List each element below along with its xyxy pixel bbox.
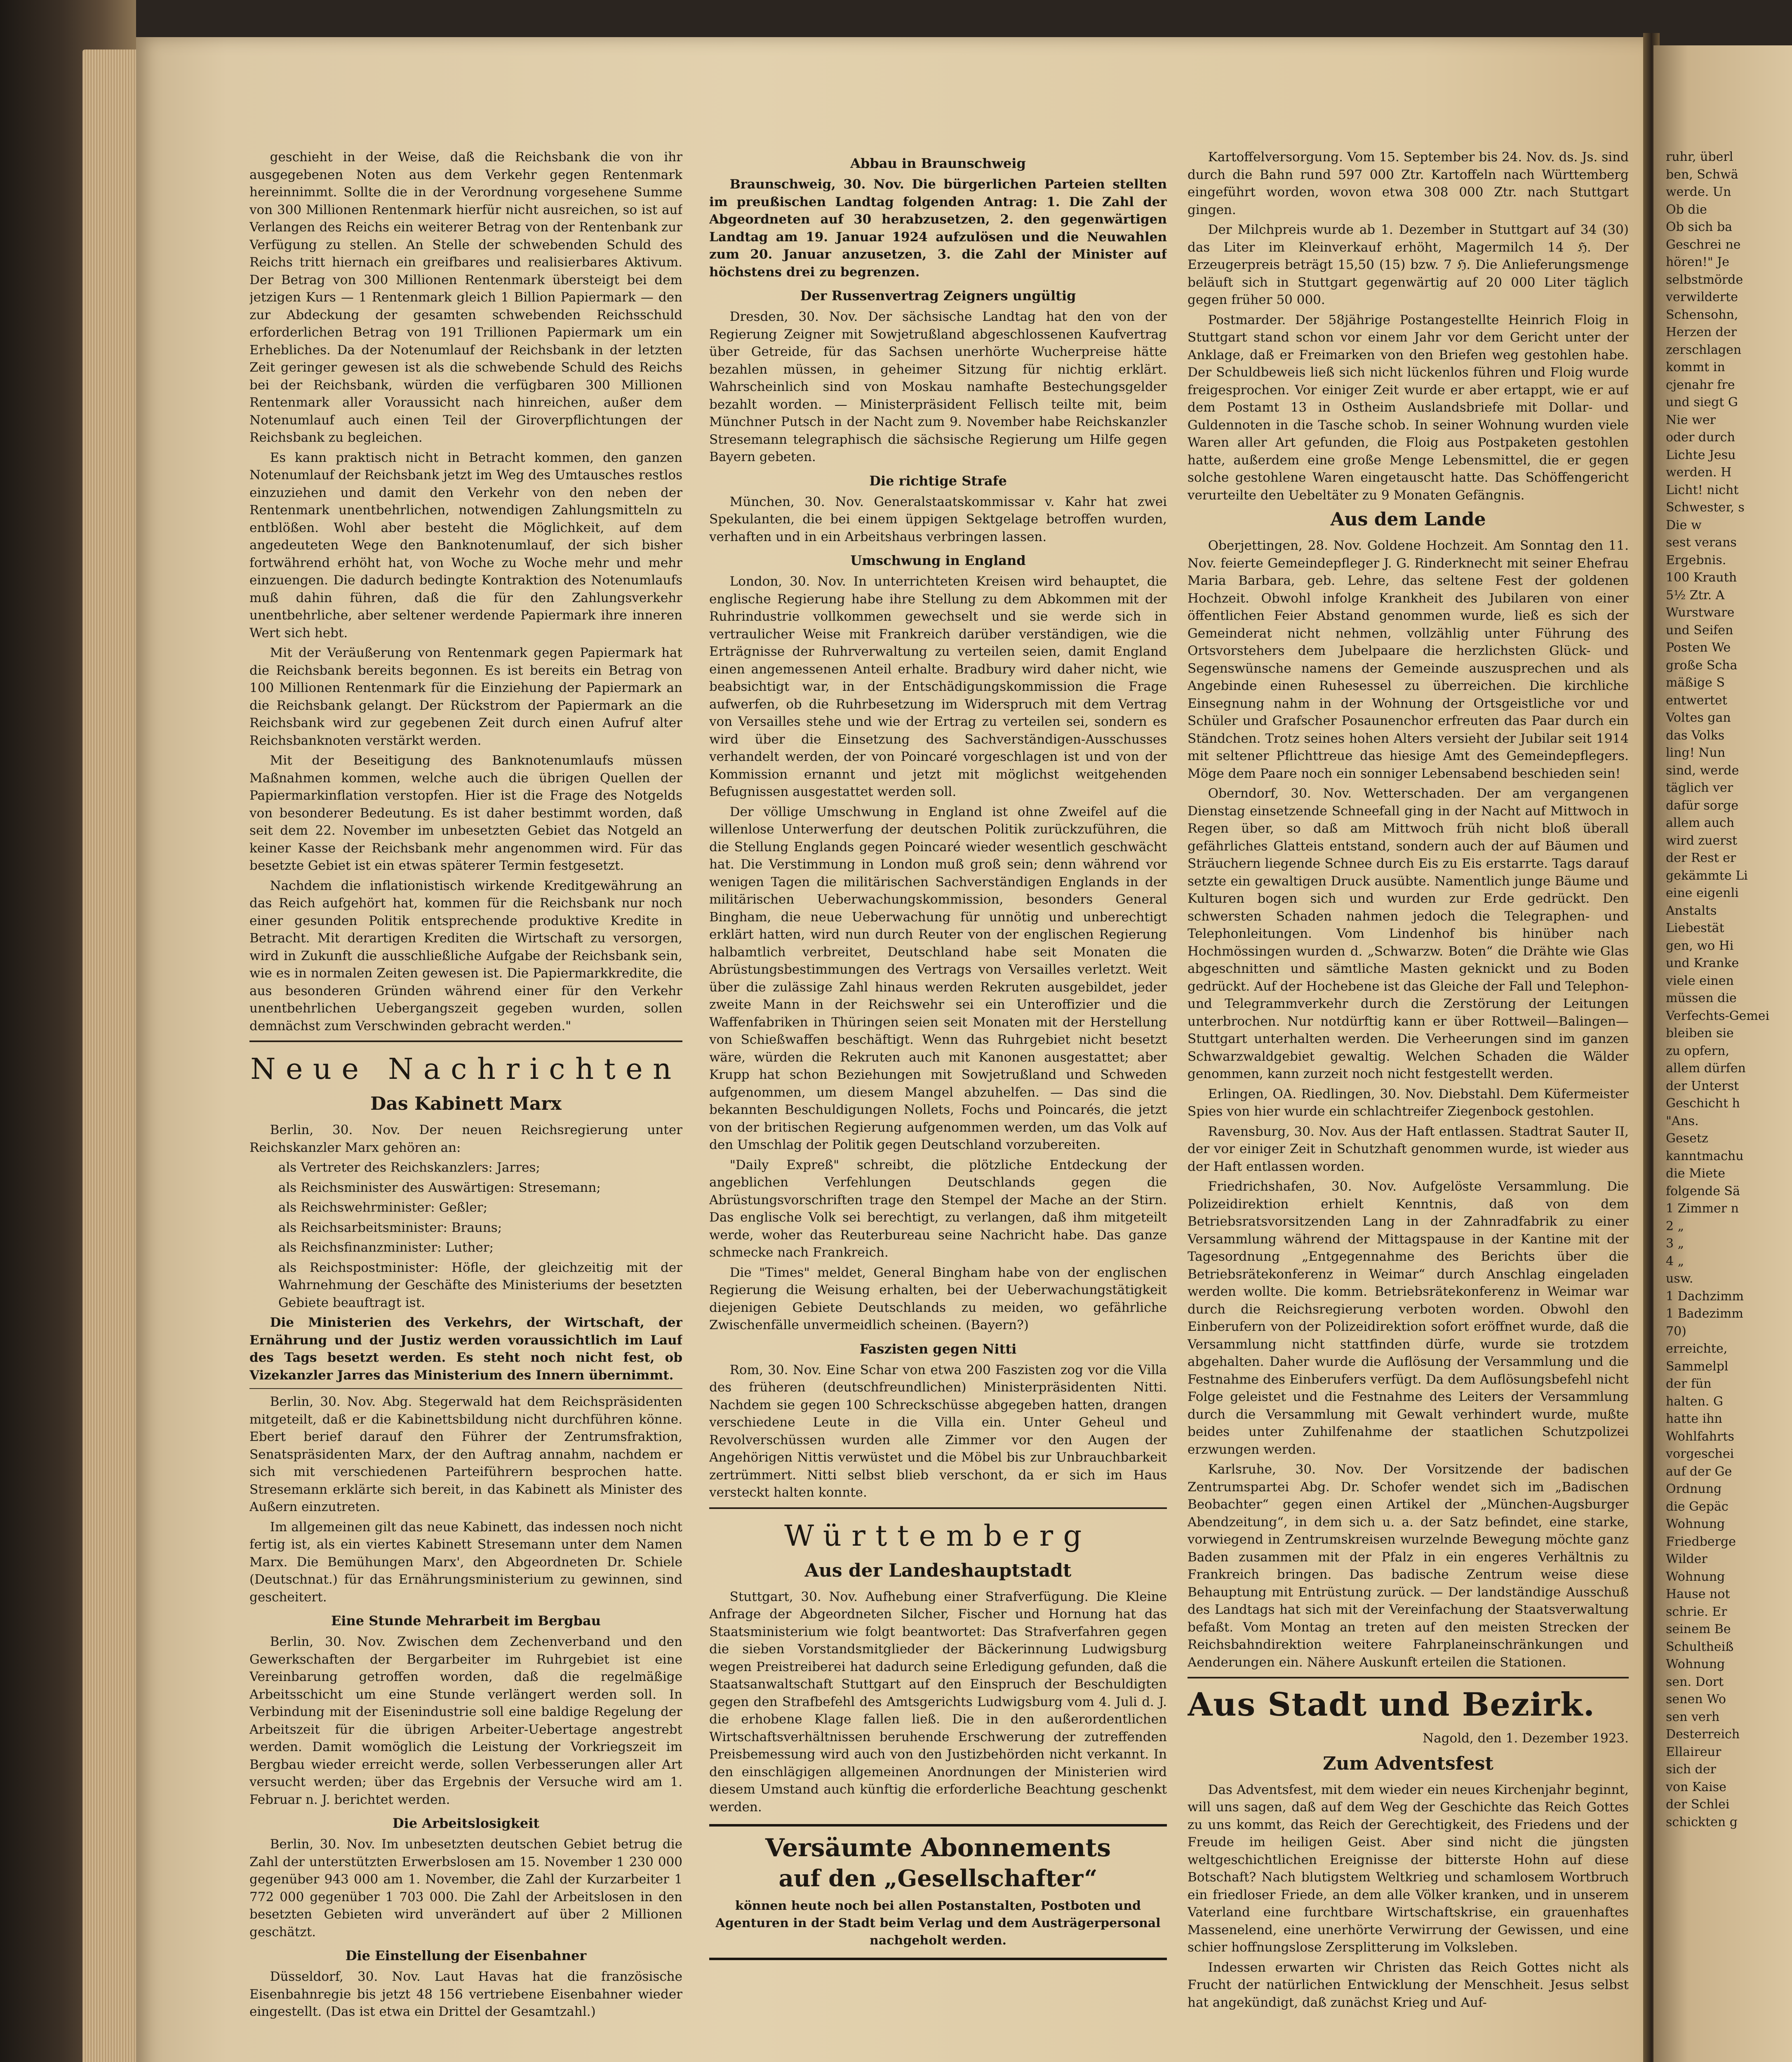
facing-page-line: Ob sich ba — [1666, 220, 1733, 234]
facing-page-line: Wohnung — [1666, 1517, 1725, 1531]
minister-list-item: als Reichsfinanzminister: Luther; — [278, 1240, 494, 1255]
article-paragraph: Indessen erwarten wir Christen das Reich Gottes nicht als Frucht der natürlichen Entwicklung der Menschheit. Jesus selbst hat angekündigt, daß zunächst Krieg und Auf- — [1188, 1960, 1629, 2010]
facing-page-line: 1 Zimmer n — [1666, 1201, 1739, 1216]
article-paragraph: Berlin, 30. Nov. Der neuen Reichsregierung unter Reichskanzler Marx gehören an: — [249, 1123, 682, 1155]
headline-strafe: Die richtige Strafe — [869, 473, 1007, 489]
section-title-neue-nachrichten: Neue Nachrichten — [250, 1052, 682, 1086]
facing-page-line: der Unterst — [1666, 1078, 1739, 1093]
article-paragraph: Oberndorf, 30. Nov. Wetterschaden. Der am vergangenen Dienstag einsetzende Schneefall ging in der Nacht auf Mittwoch in Regen über, so daß am Mittwoch früh nicht bloß überall gefährliches Glatteis entstand, sondern auch der auf Bäumen und Sträuchern liegende Schnee durch Eis zu Eis erstarrte. Tags darauf setzte ein gewaltigen Druck ausübte. Namentlich junge Bäume und Kulturen bogen sich und wurden zur Erde gedrückt. Den schwersten Schaden nahmen jedoch die Telegraphen- und Telephonleitungen. Vom Lindenhof bis hinüber nach Hochmössingen wurden d. „Schwarzw. Boten“ die Drähte wie Glas abgeschnitten und sämtliche Masten geknickt und zu Boden gedrückt. Auf der Hochebene ist das Gleiche der Fall und Telephon- und Telegrammverkehr durch die Zerstörung der Leitungen unterbrochen. Nur notdürftig kann er über Rottweil—Balingen—Stuttgart unterhalten werden. Die Verheerungen sind im ganzen Schwarzwaldgebiet gewaltig. Welchen Schaden die Wälder genommen, kann zurzeit noch nicht festgestellt werden. — [1188, 786, 1629, 1081]
section-title-stadt-bezirk: Aus Stadt und Bezirk. — [1188, 1686, 1595, 1723]
facing-page-line: Wurstware — [1666, 605, 1735, 620]
facing-page-line: gen, wo Hi — [1666, 938, 1734, 953]
column-4-facing-page — [1666, 148, 1790, 1922]
facing-page-line: ben, Schwä — [1666, 167, 1738, 182]
article-paragraph: Mit der Veräußerung von Rentenmark gegen Papiermark hat die Reichsbank bereits begonnen. Es ist bereits ein Betrag von 100 Millionen Rentenmark für die Einziehung der Papiermark an die Reichsbank gelangt. Der Rückstrom der Papiermark an die Reichsbank wird zur gegebenen Zeit durch einen Aufruf alter Reichsbanknoten verstärkt werden. — [249, 645, 682, 748]
article-paragraph: Die Ministerien des Verkehrs, der Wirtschaft, der Ernährung und der Justiz werden voraussichtlich im Lauf des Tags besetzt werden. Es steht noch nicht fest, ob Vizekanzler Jarres das Ministerium des Innern übernimmt. — [249, 1315, 682, 1383]
article-paragraph: Stuttgart, 30. Nov. Aufhebung einer Strafverfügung. Die Kleine Anfrage der Abgeordneten Silcher, Fischer und Hornung hat das Staatsministerium wie folgt beantwortet: Das Strafverfahren gegen die sieben Vorstandsmitglieder der Bäckerinnung Ludwigsburg wegen Preistreiberei hat dadurch seine Erledigung gefunden, daß die Staatsanwaltschaft Stuttgart auf den Einspruch der Beschuldigten gegen den Strafbefehl des Amtsgerichts Ludwigsburg vom 4. Juli d. J. die erhobene Klage fallen ließ. Die in den außerordentlichen Wirtschaftsverhältnissen beruhende Erschwerung der zutreffenden Preisbemessung wird auch von den Justizbehörden nicht verkannt. In den einschlägigen allgemeinen Anordnungen der Ministerien wird diesem Umstand auch künftig die erforderliche Beachtung geschenkt werden. — [709, 1589, 1167, 1815]
facing-page-line: die Miete — [1666, 1166, 1725, 1181]
facing-page-line: 5½ Ztr. A — [1666, 588, 1725, 603]
facing-page-line: 2 „ — [1666, 1219, 1684, 1233]
facing-page-line: 1 Badezimm — [1666, 1306, 1743, 1321]
facing-page-line: Gesetz — [1666, 1131, 1708, 1146]
minister-list-item: als Vertreter des Reichskanzlers: Jarres; — [278, 1160, 540, 1175]
facing-page-line: bleiben sie — [1666, 1026, 1734, 1040]
facing-page-line: Geschicht h — [1666, 1096, 1740, 1111]
facing-page-line: der fün — [1666, 1377, 1712, 1391]
headline-adventsfest: Zum Adventsfest — [1323, 1753, 1493, 1774]
facing-page-line: große Scha — [1666, 658, 1738, 673]
facing-page-line: Wilder — [1666, 1552, 1707, 1566]
facing-page-line: 70) — [1666, 1324, 1686, 1339]
facing-page-line: Wohnung — [1666, 1569, 1725, 1584]
facing-page-line: die Gepäc — [1666, 1499, 1729, 1514]
minister-list-item: als Reichsminister des Auswärtigen: Stresemann; — [278, 1180, 601, 1195]
facing-page-line: und Kranke — [1666, 956, 1739, 970]
facing-page-line: Die w — [1666, 518, 1702, 532]
article-paragraph: Nachdem die inflationistisch wirkende Kreditgewährung an das Reich aufgehört hat, kommen für die Reichsbank nur noch einer gesunden Politik entsprechende produktive Kredite in Betracht. Mit derartigen Krediten die Wirtschaft zu versorgen, wird in Zukunft die ausschließliche Aufgabe der Reichsbank sein, wie es in normalen Zeiten gewesen ist. Die Papiermarkkredite, die aus besonderen Gründen während einer für den Verkehr unentbehrlichen Uebergangszeit gegeben wurden, sollen demnächst zum Verschwinden gebracht werden." — [249, 878, 682, 1033]
article-paragraph: Düsseldorf, 30. Nov. Laut Havas hat die französische Eisenbahnregie bis jetzt 48 156 vertriebene Eisenbahner wieder eingestellt. (Das ist etwa ein Drittel der Gesamtzahl.) — [249, 1969, 682, 2019]
headline-kabinett: Das Kabinett Marx — [370, 1093, 562, 1114]
facing-page-line: 4 „ — [1666, 1254, 1684, 1269]
article-paragraph: Rom, 30. Nov. Eine Schar von etwa 200 Faszisten zog vor die Villa des früheren (deutschfreundlichen) Ministerpräsidenten Nitti. Nachdem sie gegen 100 Schreckschüsse abgegeben hatten, drangen verschiedene Leute in die Villa ein. Unter Geheul und Revolverschüssen wurden alle Zimmer vor den Augen der Angehörigen Nittis verwüstet und die Möbel bis zur Unbrauchbarkeit zertrümmert. Nitti selbst blieb verschont, da er sich im Haus versteckt halten konnte. — [709, 1362, 1167, 1500]
abonnement-ad — [709, 1824, 1167, 1960]
facing-page-line: Schensohn, — [1666, 307, 1738, 322]
article-paragraph: Der völlige Umschwung in England ist ohne Zweifel auf die willenlose Unterwerfung der deutschen Politik zurückzuführen, die die Stellung Englands gegen Poincaré wieder wesentlich geschwächt hat. Die Verstimmung in London muß groß sein; denn während vor wenigen Tagen die militärischen Sachverständigen Englands in der militärischen Ueberwachungskommission, besonders General Bingham, die neue Ueberwachung für unnötig und unberechtigt erklärt hatten, wird nun durch Reuter von der englischen Regierung halbamtlich verbreitet, Deutschland habe seit Monaten die Abrüstungsbestimmungen des Vertrags von Versailles verletzt. Weit über die zulässige Zahl hinaus werden Rekruten ausgebildet, jeder zweite Mann in der Reichswehr sei ein Unteroffizier und die Waffenfabriken in Thüringen seien seit Monaten mit der Herstellung von Schießwaffen beschäftigt. Wenn das Ruhrgebiet nicht besetzt wäre, würden die Rekruten auch mit Kanonen ausgestattet; aber Krupp hat schon Beziehungen mit Sowjetrußland und Schweden aufgenommen, um diesem Mangel abzuhelfen. — Das sind die bekannten Beschuldigungen Nollets, Fochs und Poincarés, die jetzt von der britischen Regierung aufgenommen werden, um das Volk auf den Umschlag der Politik gegen Deutschland vorzubereiten. — [709, 804, 1167, 1152]
facing-page-line: Ordnung — [1666, 1482, 1722, 1496]
article-paragraph: Es kann praktisch nicht in Betracht kommen, den ganzen Notenumlauf der Reichsbank jetzt im Weg des Umtausches restlos einzuziehen und damit den Verkehr von den neben der Rentenmark unentbehrlichen, notwendigen Zahlungsmitteln zu entblößen. Wohl aber besteht die Möglichkeit, auf dem angedeuteten Wege den Banknotenumlauf, der sich bisher fortwährend erhöht hat, von Woche zu Woche mehr und mehr einzuengen. Die dadurch bedingte Kontraktion des Notenumlaufs muß dahin führen, daß die für den Zahlungsverkehr unentbehrliche, aber seltener werdende Papiermark ihre inneren Wert sich hebt. — [249, 450, 682, 640]
facing-page-line: und Seifen — [1666, 623, 1733, 638]
facing-page-line: müssen die — [1666, 991, 1737, 1005]
facing-page-line: Geschrei ne — [1666, 237, 1741, 252]
facing-page-line: Liebestät — [1666, 921, 1724, 935]
facing-page-line: und siegt G — [1666, 395, 1738, 410]
article-paragraph: Kartoffelversorgung. Vom 15. September bis 24. Nov. ds. Js. sind durch die Bahn rund 597 000 Ztr. Kartoffeln nach Württemberg eingeführt worden, wovon etwa 308 000 Ztr. nach Stuttgart gingen. — [1188, 150, 1629, 217]
facing-page-line: das Volks — [1666, 728, 1725, 743]
article-rule — [249, 1388, 682, 1389]
article-paragraph: Ravensburg, 30. Nov. Aus der Haft entlassen. Stadtrat Sauter II, der vor einiger Zeit in Schutzhaft genommen wurde, ist wieder aus der Haft entlassen worden. — [1188, 1124, 1629, 1174]
facing-page-line: hatte ihn — [1666, 1412, 1722, 1426]
section-title-wuerttemberg: Württemberg — [784, 1518, 1092, 1553]
facing-page-line: ruhr, überl — [1666, 150, 1733, 164]
article-paragraph: Das Adventsfest, mit dem wieder ein neues Kirchenjahr beginnt, will uns sagen, daß auf dem Weg der Geschichte das Reich Gottes zu uns kommt, das Reich der Gerechtigkeit, des Friedens und der Freude im heiligen Geist. Aber sind nicht die jüngsten weltgeschichtlichen Ereignisse der bitterste Hohn auf diese Botschaft? Nach blutigstem Weltkrieg und schamlosem Wortbruch ein friedloser Friede, an dem alle Völker kranken, und in unserem Vaterland eine furchtbare Wirtschaftskrise, ein grauenhaftes Massenelend, eine unerhörte Verwirrung der Gewissen, und eine schier hoffnungslose Zersplitterung im Volksleben. — [1188, 1782, 1629, 1955]
facing-page-line: folgende Sä — [1666, 1184, 1740, 1198]
article-paragraph: Mit der Beseitigung des Banknotenumlaufs müssen Maßnahmen kommen, welche auch die übrigen Quellen der Papiermarkinflation verstopfen. Hier ist die Frage des Notgelds von besonderer Bedeutung. Es ist daher bestimmt worden, daß seit dem 22. November im unbesetzten Gebiet das Notgeld an keiner Kasse der Reichsbank mehr angenommen wird. Für das besetzte Gebiet ist ein etwas späterer Termin festgesetzt. — [249, 753, 682, 873]
facing-page-line: Sammelpl — [1666, 1359, 1729, 1374]
facing-page-line: dafür sorge — [1666, 798, 1739, 813]
facing-page-line: usw. — [1666, 1271, 1693, 1286]
facing-page-line: Hause not — [1666, 1587, 1730, 1601]
article-paragraph: "Daily Expreß" schreibt, die plötzliche Entdeckung der angeblichen Verfehlungen Deutschlands gegen die Abrüstungsvorschriften trage den Stempel der Mache an der Stirn. Das englische Volk sei berechtigt, zu verlangen, daß ihm mitgeteilt werde, woher das Reuterbureau seine Nachricht habe. Das ganze schmecke nach Frankreich. — [709, 1157, 1167, 1260]
facing-page-line: gekämmte Li — [1666, 868, 1748, 883]
headline-bergbau: Eine Stunde Mehrarbeit im Bergbau — [331, 1613, 601, 1629]
headline-eisenbahner: Die Einstellung der Eisenbahner — [345, 1948, 587, 1963]
facing-page-line: viele einen — [1666, 973, 1734, 988]
facing-page-line: Wohlfahrts — [1666, 1429, 1734, 1444]
page-edges — [82, 49, 144, 2062]
article-paragraph: Dresden, 30. Nov. Der sächsische Landtag hat den von der Regierung Zeigner mit Sowjetrußland abgeschlossenen Kaufvertrag über Getreide, für das Sachsen unerhörte Wucherpreise hätte bezahlen müssen, in geheimer Sitzung für nichtig erklärt. Wahrscheinlich sind von Moskau namhafte Bestechungsgelder bezahlt worden. — Ministerpräsident Fellisch teilte mit, beim Münchner Putsch in der Nacht zum 9. November habe Reichskanzler Stresemann telegraphisch die sächsische Regierung um Hilfe gegen Bayern gebeten. — [709, 309, 1167, 464]
facing-page-line: sest verans — [1666, 535, 1737, 550]
facing-page-line: schickten g — [1666, 1815, 1738, 1829]
article-paragraph: Im allgemeinen gilt das neue Kabinett, das indessen noch nicht fertig ist, als ein viertes Kabinett Stresemann unter dem Namen Marx. Die Bemühungen Marx', den Abgeordneten Dr. Schiele (Deutschnat.) für das Ernährungsministerium zu gewinnen, sind gescheitert. — [249, 1519, 682, 1605]
section-rule — [249, 1040, 682, 1042]
column-2 — [709, 148, 1167, 2037]
facing-page-line: cjenahr fre — [1666, 377, 1735, 392]
section-rule — [1188, 1677, 1629, 1678]
facing-page-line: werden. H — [1666, 465, 1732, 480]
facing-page-line: Licht! nicht — [1666, 483, 1739, 497]
facing-page-line: Ellaireur — [1666, 1744, 1721, 1759]
facing-page-line: entwertet — [1666, 693, 1727, 708]
facing-page-line: schrie. Er — [1666, 1604, 1727, 1619]
facing-page-line: eine eigenli — [1666, 886, 1739, 900]
article-paragraph: Karlsruhe, 30. Nov. Der Vorsitzende der badischen Zentrumspartei Abg. Dr. Schofer wendet sich im „Badischen Beobachter“ gegen einen Artikel der „München-Augsburger Abendzeitung“, in dem sich u. a. der Satz befindet, eine starke, vorwiegend in Zentrumskreisen wurzelnde Bewegung möchte ganz Baden zusammen mit der Pfalz in ein engeres Verhältnis zu Frankreich bringen. Das badische Zentrum weise diese Behauptung mit Entrüstung zurück. — Der landständige Ausschuß des Landtags hat sich mit der Vereinfachung der Staatsverwaltung befaßt. Vom Montag an treten auf den meisten Strecken der Reichsbahndirektion weitere Fahrplaneinschränkungen und Aenderungen ein. Nähere Auskunft erteilen die Stationen. — [1188, 1462, 1629, 1670]
facing-page-line: "Ans. — [1666, 1113, 1699, 1128]
abo-text: können heute noch bei allen Postanstalten, Postboten und Agenturen in der Stadt beim Verlag und dem Austrägerpersonal nachgeholt werden. — [715, 1899, 1161, 1948]
facing-page-line: Ergebnis. — [1666, 553, 1726, 567]
facing-page-line: Friedberge — [1666, 1534, 1736, 1549]
facing-page-line: Voltes gan — [1666, 711, 1731, 725]
facing-page-line: 100 Krauth — [1666, 570, 1737, 585]
headline-nitti: Faszisten gegen Nitti — [859, 1341, 1017, 1357]
facing-page-line: Schwester, s — [1666, 500, 1745, 515]
facing-page-line: zerschlagen — [1666, 342, 1742, 357]
facing-page-line: verwilderte — [1666, 290, 1738, 304]
facing-page-line: sen. Dort — [1666, 1674, 1724, 1689]
facing-page-line: werde. Un — [1666, 185, 1731, 199]
facing-page-line: Wohnung — [1666, 1657, 1725, 1671]
article-paragraph: Berlin, 30. Nov. Zwischen dem Zechenverband und den Gewerkschaften der Bergarbeiter im Ruhrgebiet ist eine Vereinbarung getroffen worden, daß die regelmäßige Arbeitsschicht um eine Stunde verlängert werden soll. In Verbindung mit der Eisenindustrie soll eine baldige Regelung der Arbeitszeit für die übrigen Arbeiter-Uebertage angestrebt werden. Damit womöglich die Leistung der Vorkriegszeit im Bergbau wieder erreicht werde, sollen Verbesserungen aller Art versucht werden; über das Ergebnis der Versuche wird am 1. Februar n. J. berichtet werden. — [249, 1634, 682, 1807]
facing-page-line: Verfechts-Gemei — [1666, 1008, 1770, 1023]
headline-england: Umschwung in England — [850, 553, 1026, 568]
facing-page-line: seinem Be — [1666, 1622, 1731, 1636]
article-paragraph: Erlingen, OA. Riedlingen, 30. Nov. Diebstahl. Dem Küfermeister Spies von hier wurde ein schlachtreifer Ziegenbock gestohlen. — [1188, 1086, 1629, 1119]
facing-page-line: Ob die — [1666, 202, 1707, 217]
facing-page-line: von Kaise — [1666, 1780, 1726, 1794]
facing-page-line: auf der Ge — [1666, 1464, 1732, 1479]
facing-page-line: zu opfern, — [1666, 1043, 1729, 1058]
facing-page-line: ling! Nun — [1666, 746, 1726, 760]
facing-page-line: der Schlei — [1666, 1797, 1730, 1812]
article-paragraph: Braunschweig, 30. Nov. Die bürgerlichen Parteien stellten im preußischen Landtag folgenden Antrag: 1. Die Zahl der Abgeordneten auf 30 herabzusetzen, 2. den gegenwärtigen Landtag am 19. Januar 1924 aufzulösen und die Neuwahlen zum 20. Januar anzusetzen, 3. die Zahl der Minister auf höchstens drei zu begrenzen. — [709, 177, 1167, 280]
headline-abbau: Abbau in Braunschweig — [850, 155, 1026, 171]
minister-list-item: als Reichsarbeitsminister: Brauns; — [278, 1220, 502, 1235]
facing-page-line: allem dürfen — [1666, 1061, 1746, 1076]
facing-page-line: Lichte Jesu — [1666, 447, 1736, 462]
facing-page-line: wird zuerst — [1666, 833, 1738, 848]
headline-zeigner: Der Russenvertrag Zeigners ungültig — [800, 288, 1076, 304]
article-paragraph: geschieht in der Weise, daß die Reichsbank die von ihr ausgegebenen Noten aus dem Verkehr gegen Rentenmark hereinnimmt. Sollte die in der Verordnung vorgesehene Summe von 300 Millionen Rentenmark hierfür nicht ausreichen, so ist auf Verlangen des Reichs ein weiterer Betrag von der Rentenbank zur Verfügung zu stellen. An Stelle der schwebenden Schuld des Reichs tritt hiernach ein greifbares und realisierbares Aktivum. Der Betrag von 300 Millionen Rentenmark übersteigt bei dem jetzigen Kurs — 1 Rentenmark gleich 1 Billion Papiermark — den zur Abdeckung der gesamten schwebenden Reichsschuld erforderlichen Betrag von 191 Trillionen Papiermark um ein Erhebliches. Da der Notenumlauf der Reichsbank in der letzten Zeit geringer gewesen ist als die schwebende Schuld des Reichs bei der Reichsbank, würden die verfügbaren 300 Millionen Rentenmark aller Voraussicht nach hinreichen, außer dem Notenumlauf auch einen Teil der Giroverpflichtungen der Reichsbank zu begleichen. — [249, 150, 682, 445]
abo-subtitle: auf den „Gesellschafter“ — [778, 1865, 1098, 1892]
minister-list-item: als Reichspostminister: Höfle, der gleichzeitig mit der Wahrnehmung der Geschäfte des Ministeriums der besetzten Gebiete beauftragt ist. — [278, 1260, 682, 1310]
subsection-landeshauptstadt: Aus der Landeshauptstadt — [804, 1560, 1072, 1581]
article-paragraph: Oberjettingen, 28. Nov. Goldene Hochzeit. Am Sonntag den 11. Nov. feierte Gemeindepfleger J. G. Rinderknecht mit seiner Ehefrau Maria Barbara, geb. Lehre, das seltene Fest der goldenen Hochzeit. Obwohl infolge Krankheit des Jubilaren von einer öffentlichen Feier Abstand genommen wurde, ließ es sich der Gemeinderat nicht nehmen, vollzählig unter Führung des Ortsvorstehers dem Jubelpaare die herzlichsten Glück- und Segenswünsche namens der Gemeinde auszusprechen und als Angebinde einen Ruhesessel zu überreichen. Die kirchliche Einsegnung nahm in der Wohnung der Ortsgeistliche vor und Schüler und Grafscher Posaunenchor erfreuten das Paar durch ein Ständchen. Trotz seines hohen Alters versieht der Jubilar seit 1914 mit seltener Pflichttreue das hiesige Amt des Gemeindepflegers. Möge dem Paare noch ein sonniger Lebensabend beschieden sein! — [1188, 538, 1629, 781]
column-1 — [249, 148, 682, 2046]
section-title-aus-dem-lande: Aus dem Lande — [1330, 509, 1486, 530]
facing-page-line: kanntmachu — [1666, 1149, 1744, 1163]
minister-list-item: als Reichswehrminister: Geßler; — [278, 1200, 488, 1215]
article-paragraph: Postmarder. Der 58jährige Postangestellte Heinrich Floig in Stuttgart stand schon vor einem Jahr vor dem Gericht unter der Anklage, daß er Freimarken von den Briefen weg gestohlen habe. Der Schuldbeweis ließ sich nicht lückenlos führen und Floig wurde freigesprochen. Vor einiger Zeit wurde er aber ertappt, wie er auf dem Postamt 13 in Ostheim Auslandsbriefe mit Dollar- und Guldennoten in die Tasche schob. In seiner Wohnung wurden viele Waren aller Art gefunden, die Floig aus Postpaketen gestohlen hatte, außerdem eine große Menge Lebensmittel, die er gegen solche gestohlene Waren eingetauscht hatte. Das Schöffengericht verurteilte den Uebeltäter zu 9 Monaten Gefängnis. — [1188, 312, 1629, 503]
facing-page-line: täglich ver — [1666, 781, 1733, 795]
article-paragraph: Friedrichshafen, 30. Nov. Aufgelöste Versammlung. Die Polizeidirektion erhielt Kenntnis, daß von dem Betriebsratsvorsitzenden Lang in der Zahnradfabrik zu einer Versammlung während der Mittagspause in der Kantine mit der Tagesordnung „Entgegennahme des Berichts über die Betriebsrätekonferenz in Weimar“ durch Anschlag eingeladen werden wollte. Die komm. Betriebsrätekonferenz in Weimar war durch die Reichsregierung verboten worden. Obwohl den Einberufern von der Polizeidirektion sofort eröffnet wurde, daß die Versammlung nicht stattfinden dürfe, wurde sie trotzdem abgehalten. Daher wurde die Auflösung der Versammlung und die Festnahme des Einberufers verfügt. Da dem Auflösungsbefehl nicht Folge geleistet und die Festnahme des Leiters der Versammlung durch die Versammlung mit Gewalt verhindert wurde, mußte beides unter Zuhilfenahme der staatlichen Schutzpolizei erzwungen werden. — [1188, 1179, 1629, 1457]
article-paragraph: London, 30. Nov. In unterrichteten Kreisen wird behauptet, die englische Regierung habe ihre Stellung zu dem Abkommen mit der Ruhrindustrie vollkommen gewechselt und sie werde sich in vertraulicher Weise mit Frankreich darüber verständigen, wie die Erträgnisse der Ruhrverwaltung zu verteilen seien, damit England einen angemessenen Anteil erhalte. Bradbury wird daher nicht, wie beabsichtigt war, in der Entschädigungskommission die Frage aufwerfen, ob die Ruhrbesetzung im Widerspruch mit dem Vertrag von Versailles stehe und wie der Ertrag zu verteilen sei, sondern es wird über die Einsetzung des Sachverständigen-Ausschusses verhandelt werden, der von Poincaré vorgeschlagen ist und von der Kommission ernannt und jetzt mit möglichst weitgehenden Befugnissen ausgestattet werden soll. — [709, 574, 1167, 799]
facing-page-line: Herzen der — [1666, 325, 1737, 339]
headline-arbeitslosigkeit: Die Arbeitslosigkeit — [392, 1815, 540, 1831]
facing-page-line: halten. G — [1666, 1394, 1723, 1409]
article-paragraph: Der Milchpreis wurde ab 1. Dezember in Stuttgart auf 34 (30) das Liter im Kleinverkauf erhöht, Magermilch 14 ℌ. Der Erzeugerpreis beträgt 15,50 (15) bzw. 7 ℌ. Die Anlieferungsmenge beläuft sich in Stuttgart gegenwärtig auf 20 000 Liter täglich gegen früher 50 000. — [1188, 222, 1629, 307]
facing-page-line: sich der — [1666, 1762, 1716, 1777]
facing-page-line: hören!" Je — [1666, 255, 1729, 269]
facing-page-line: der Rest er — [1666, 851, 1736, 865]
facing-page-line: 1 Dachzimm — [1666, 1289, 1744, 1304]
facing-page-line: Desterreich — [1666, 1727, 1740, 1742]
facing-page-line: kommt in — [1666, 360, 1725, 374]
article-paragraph: Die "Times" meldet, General Bingham habe von der englischen Regierung die Weisung erhalten, bei der Ueberwachungstätigkeit diejenigen Gebiete Deutschlands zu meiden, wo gefährliche Zwischenfälle unvermeidlich scheinen. (Bayern?) — [709, 1265, 1167, 1332]
section-rule — [709, 1507, 1167, 1509]
facing-page-line: oder durch — [1666, 430, 1735, 445]
facing-page-line: Anstalts — [1666, 903, 1717, 918]
dateline: Nagold, den 1. Dezember 1923. — [1423, 1731, 1629, 1746]
facing-page-line: Schultheiß — [1666, 1639, 1734, 1654]
facing-page-line: 3 „ — [1666, 1236, 1684, 1251]
facing-page-line: Nie wer — [1666, 412, 1716, 427]
facing-page-line: selbstmörde — [1666, 272, 1743, 287]
facing-page-line: Posten We — [1666, 640, 1731, 655]
article-paragraph: Berlin, 30. Nov. Im unbesetzten deutschen Gebiet betrug die Zahl der unterstützten Erwerbslosen am 15. November 1 230 000 gegenüber 943 000 am 1. November, die Zahl der Kurzarbeiter 1 772 000 gegenüber 1 703 000. Die Zahl der Arbeitslosen in den besetzten Gebieten wird unverändert auf über 2 Millionen geschätzt. — [249, 1837, 682, 1940]
facing-page-line: allem auch — [1666, 816, 1735, 830]
column-3 — [1188, 148, 1629, 2013]
facing-page-line: erreichte, — [1666, 1342, 1728, 1356]
facing-page-line: senen Wo — [1666, 1692, 1726, 1707]
abo-title: Versäumte Abonnements — [765, 1834, 1111, 1862]
facing-page-line: sen verh — [1666, 1709, 1720, 1724]
facing-page-line: sind, werde — [1666, 763, 1739, 778]
article-paragraph: München, 30. Nov. Generalstaatskommissar v. Kahr hat zwei Spekulanten, die bei einem üppigen Sektgelage betroffen wurden, verhaften und in ein Arbeitshaus verbringen lassen. — [709, 494, 1167, 544]
article-paragraph: Berlin, 30. Nov. Abg. Stegerwald hat dem Reichspräsidenten mitgeteilt, daß er die Kabinettsbildung nicht durchführen könne. Ebert berief darauf den Führer der Zentrumsfraktion, Senatspräsidenten Marx, der den Auftrag annahm, nachdem er sich mit verschiedenen Parteiführern besprochen hatte. Stresemann erklärte sich bereit, in das Kabinett als Minister des Außern einzutreten. — [249, 1394, 682, 1514]
facing-page-line: mäßige S — [1666, 676, 1725, 690]
facing-page-line: vorgeschei — [1666, 1447, 1734, 1461]
